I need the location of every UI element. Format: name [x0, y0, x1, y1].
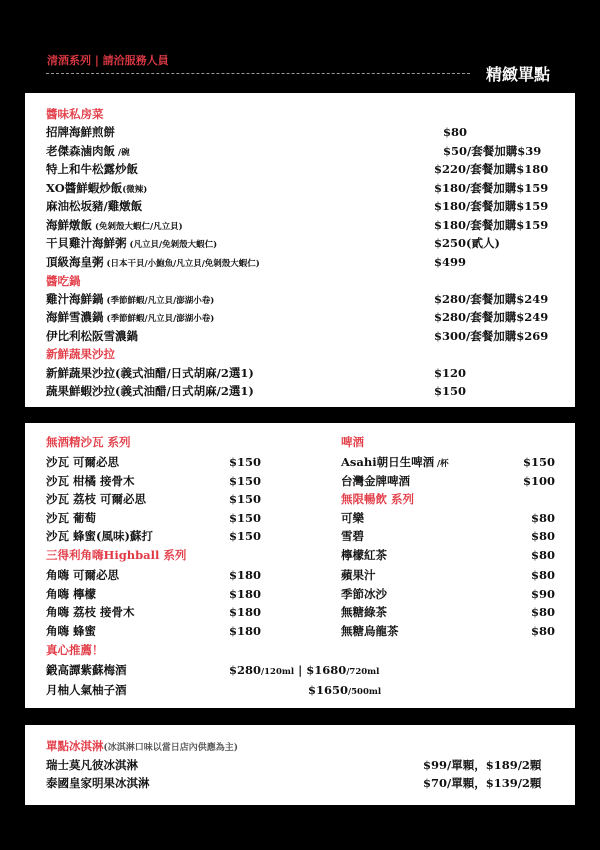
food-panel: [25, 93, 575, 407]
header-divider: [46, 73, 470, 74]
menu-item-name: 泰國皇家明果冰淇淋: [46, 776, 150, 790]
menu-item-note: (凡立貝/免剝殼大蝦仁): [126, 240, 218, 250]
menu-item-price: $90: [531, 587, 556, 601]
menu-item-price: $80: [531, 624, 556, 638]
menu-item-note: (季節鮮蝦/凡立貝/澎湖小卷): [103, 314, 215, 324]
icecream-panel: [25, 725, 575, 805]
menu-item-name: 沙瓦 柑橘 接骨木: [46, 474, 135, 488]
menu-item-name: 角嗨 可爾必思: [46, 568, 120, 582]
menu-item-price: $80: [531, 511, 556, 525]
menu-item-price: $100: [523, 474, 556, 488]
menu-item-note: /杯: [434, 459, 449, 469]
menu-item-name: 無糖烏龍茶: [341, 624, 399, 638]
menu-item-name: 麻油松坂豬/雞燉飯: [46, 199, 143, 213]
menu-item-name: 沙瓦 蜂蜜(風味)蘇打: [46, 529, 153, 543]
section-recommend: 真心推薦！: [46, 643, 104, 657]
menu-item-name: 招牌海鮮煎餅: [46, 125, 115, 139]
menu-item-price: $150: [229, 529, 262, 543]
menu-item-price: $300/套餐加購$269: [434, 329, 549, 343]
menu-item-name: 蘋果汁: [341, 568, 376, 582]
menu-item-price: $99/單顆，$189/2顆: [423, 758, 542, 772]
menu-item-name: 海鮮燉飯 (免剝殼大蝦仁/凡立貝): [46, 218, 183, 232]
menu-item-note: (微辣): [122, 185, 148, 195]
menu-item-price: $250(貳人): [434, 236, 500, 250]
section-icecream: 單點冰淇淋(冰淇淋口味以當日店內供應為主): [46, 739, 239, 753]
menu-item-note: (免剝殼大蝦仁/凡立貝): [92, 222, 183, 232]
menu-item-price: $180: [229, 587, 262, 601]
menu-item-price: $180: [229, 568, 262, 582]
menu-item-price: $150: [523, 455, 556, 469]
menu-item-price: $280/套餐加購$249: [434, 292, 549, 306]
menu-item-name: 新鮮蔬果沙拉(義式油醋/日式胡麻/2選1): [46, 366, 254, 380]
menu-item-price: $150: [229, 511, 262, 525]
menu-item-price: $80: [531, 568, 556, 582]
menu-item-name: 雞汁海鮮鍋 (季節鮮蝦/凡立貝/澎湖小卷): [46, 292, 215, 306]
menu-item-name: 無糖綠茶: [341, 605, 387, 619]
menu-item-price: $180/套餐加購$159: [434, 218, 549, 232]
menu-item-name: 季節冰沙: [341, 587, 387, 601]
page-title: 精緻單點: [486, 65, 551, 84]
menu-item-price: $150: [229, 474, 262, 488]
menu-item-note: (季節鮮蝦/凡立貝/澎湖小卷): [103, 296, 215, 306]
menu-item-price: $80: [531, 605, 556, 619]
menu-item-name: 沙瓦 葡萄: [46, 511, 97, 525]
menu-item-price: $220/套餐加購$180: [434, 162, 549, 176]
menu-item-price: $280/套餐加購$249: [434, 310, 549, 324]
menu-item-price: $50/套餐加購$39: [443, 144, 542, 158]
menu-item-price: $150: [229, 492, 262, 506]
menu-item-name: 海鮮雪濃鍋 (季節鮮蝦/凡立貝/澎湖小卷): [46, 310, 215, 324]
menu-item-price: $1650/500ml: [308, 683, 382, 697]
menu-item-price: $280/120ml | $1680/720ml: [229, 663, 380, 677]
menu-item-name: 蔬果鮮蝦沙拉(義式油醋/日式胡麻/2選1): [46, 384, 254, 398]
menu-item-name: 鍛高譚紫蘇梅酒: [46, 663, 127, 677]
menu-item-price: $80: [531, 529, 556, 543]
menu-item-price: $70/單顆，$139/2顆: [423, 776, 542, 790]
menu-item-price: $499: [434, 255, 467, 269]
menu-item-name: 可樂: [341, 511, 364, 525]
menu-item-price: $150: [434, 384, 467, 398]
menu-item-note: /碗: [115, 148, 130, 158]
menu-item-name: XO醬鮮蝦炒飯(微辣): [46, 181, 148, 195]
section-salad: 新鮮蔬果沙拉: [46, 347, 115, 361]
section-hotpot: 醬吃鍋: [46, 274, 81, 288]
section-free-flow-drinks: 無限暢飲 系列: [341, 492, 415, 506]
menu-item-name: 伊比利松阪雪濃鍋: [46, 329, 138, 343]
menu-item-name: 檸檬紅茶: [341, 548, 387, 562]
menu-item-name: 台灣金牌啤酒: [341, 474, 410, 488]
drinks-panel: [25, 423, 575, 708]
menu-item-price: $150: [229, 455, 262, 469]
menu-item-price: $180: [229, 605, 262, 619]
menu-item-note: (日本干貝/小鮑魚/凡立貝/免剝殼大蝦仁): [103, 259, 260, 269]
menu-item-price: $120: [434, 366, 467, 380]
menu-item-name: 沙瓦 可爾必思: [46, 455, 120, 469]
sake-note: 清酒系列 | 請洽服務人員: [47, 54, 169, 67]
menu-item-name: 角嗨 檸檬: [46, 587, 97, 601]
section-beer: 啤酒: [341, 435, 364, 449]
menu-item-name: 干貝雞汁海鮮粥 (凡立貝/免剝殼大蝦仁): [46, 236, 218, 250]
section-signature-dishes: 醬味私房菜: [46, 107, 104, 121]
menu-item-name: Asahi朝日生啤酒 /杯: [341, 455, 449, 469]
menu-item-price: $180/套餐加購$159: [434, 181, 549, 195]
menu-item-name: 特上和牛松露炒飯: [46, 162, 138, 176]
menu-item-name: 月柚人氣柚子酒: [46, 683, 127, 697]
menu-item-price: $80: [443, 125, 468, 139]
menu-item-name: 角嗨 荔枝 接骨木: [46, 605, 135, 619]
menu-item-price: $180/套餐加購$159: [434, 199, 549, 213]
section-mocktail-sour: 無酒精沙瓦 系列: [46, 435, 131, 449]
section-highball: 三得利角嗨Highball 系列: [46, 548, 187, 562]
menu-item-name: 瑞士莫凡彼冰淇淋: [46, 758, 138, 772]
menu-item-price: $80: [531, 548, 556, 562]
menu-item-name: 頂級海皇粥 (日本干貝/小鮑魚/凡立貝/免剝殼大蝦仁): [46, 255, 260, 269]
menu-item-name: 角嗨 蜂蜜: [46, 624, 97, 638]
menu-item-name: 雪碧: [341, 529, 364, 543]
menu-item-name: 沙瓦 荔枝 可爾必思: [46, 492, 147, 506]
menu-item-name: 老傑森滷肉飯 /碗: [46, 144, 130, 158]
icecream-note: (冰淇淋口味以當日店內供應為主): [103, 743, 239, 753]
menu-item-price: $180: [229, 624, 262, 638]
